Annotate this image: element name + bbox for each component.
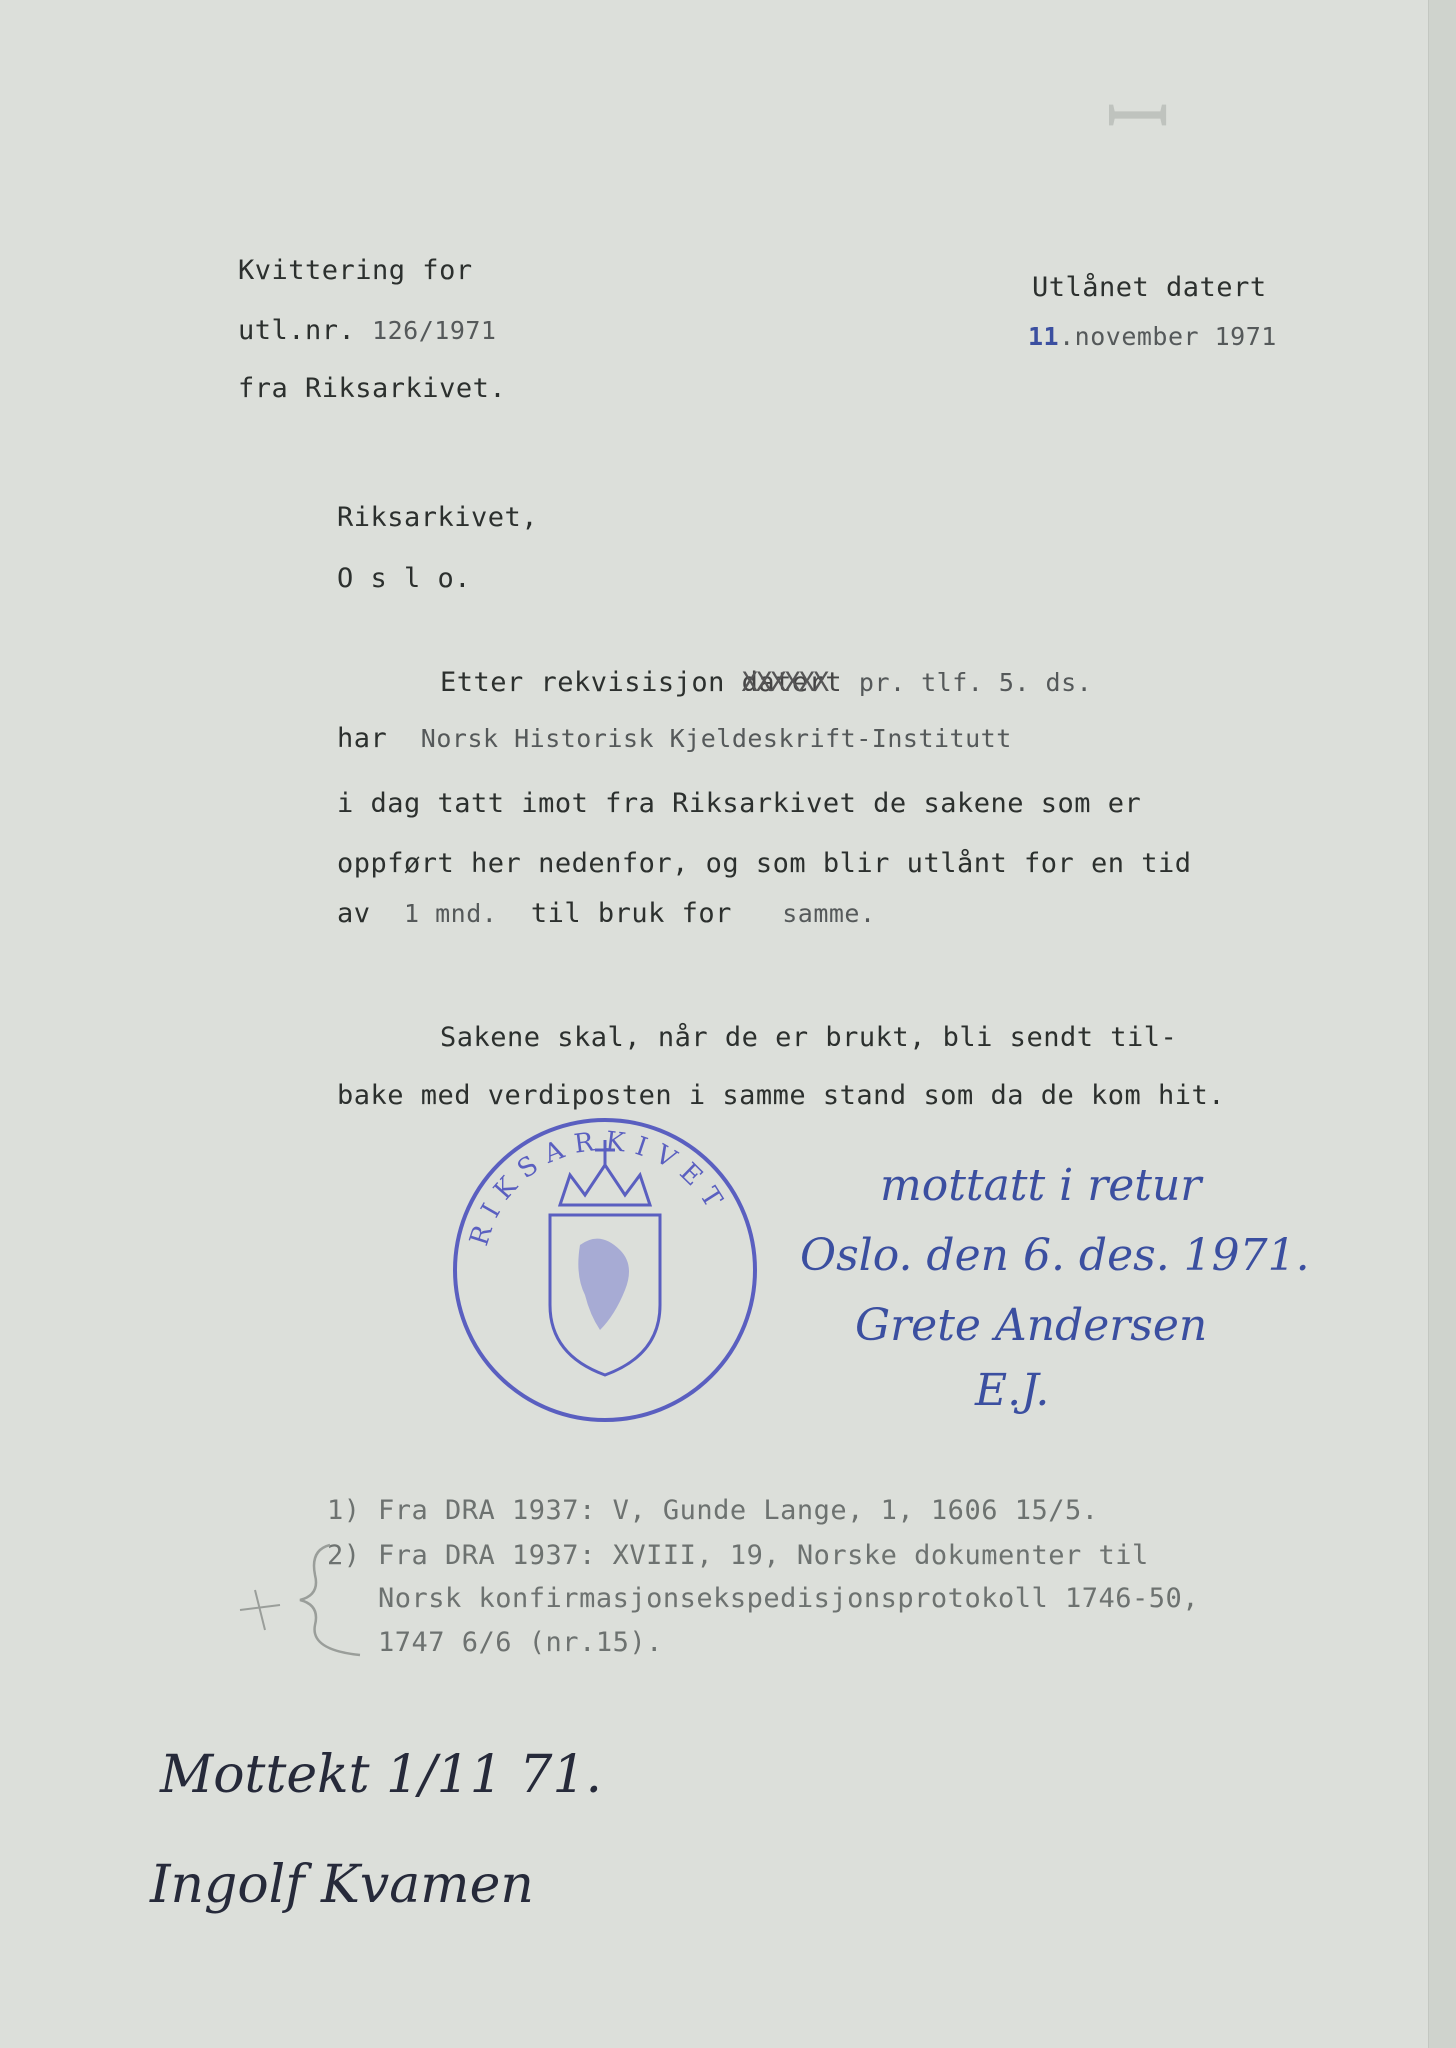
body-p2-line-1: Sakene skal, når de er brukt, bli sendt til- xyxy=(440,1022,1178,1053)
received-note: Mottekt 1/11 71. xyxy=(160,1745,603,1805)
page-edge xyxy=(1428,0,1456,2048)
loan-number: 126/1971 xyxy=(372,316,497,345)
seal-text: RIKSARKIVET xyxy=(464,1126,734,1250)
return-note-initials: E.J. xyxy=(975,1365,1050,1416)
return-note-signature: Grete Andersen xyxy=(855,1300,1208,1351)
item-2-line-1: Fra DRA 1937: XVIII, 19, Norske dokumenter til xyxy=(378,1540,1149,1571)
loan-date-rest: .november 1971 xyxy=(1059,322,1277,351)
return-note-line-1: mottatt i retur xyxy=(880,1160,1202,1211)
recipient-name: Riksarkivet, xyxy=(337,502,539,533)
header-from: fra Riksarkivet. xyxy=(238,373,507,404)
loan-date xyxy=(1028,322,1277,351)
riksarkivet-seal xyxy=(450,1115,760,1425)
item-2-num: 2) xyxy=(327,1540,361,1571)
body-line-4: oppført her nedenfor, og som blir utlånt for en tid xyxy=(337,848,1192,879)
institution-name: Norsk Historisk Kjeldeskrift-Institutt xyxy=(420,724,1012,753)
body-line-3: i dag tatt imot fra Riksarkivet de sakene som er xyxy=(337,788,1142,819)
receiver-signature: Ingolf Kvamen xyxy=(150,1855,534,1915)
body-line-5-mid: til bruk for xyxy=(530,898,732,929)
loan-duration: 1 mnd. xyxy=(404,899,498,928)
crown-icon xyxy=(560,1165,650,1205)
item-2-line-2: Norsk konfirmasjonsekspedisjonsprotokoll 1746-50, xyxy=(378,1583,1200,1614)
body-line-2-prefix: har xyxy=(337,723,388,754)
header-title: Kvittering for xyxy=(238,255,473,286)
item-2-line-3: 1747 6/6 (nr.15). xyxy=(378,1627,663,1658)
loan-date-label: Utlånet datert xyxy=(1032,272,1267,303)
return-note-line-2: Oslo. den 6. des. 1971. xyxy=(800,1230,1310,1281)
body-line-5 xyxy=(337,898,876,929)
loan-number-line xyxy=(238,315,496,346)
pencil-bracket-mark xyxy=(230,1530,370,1660)
body-line-5-prefix: av xyxy=(337,898,371,929)
item-1-num: 1) xyxy=(327,1495,361,1526)
bleed-through-mark: ꟷ xyxy=(1105,71,1171,164)
loan-day: 11 xyxy=(1028,322,1060,351)
recipient-city: O s l o. xyxy=(337,563,472,594)
loan-number-label: utl.nr. xyxy=(238,315,356,346)
body-line-2 xyxy=(337,723,1012,754)
for-whom: samme. xyxy=(782,899,876,928)
item-1-line-1: Fra DRA 1937: V, Gunde Lange, 1, 1606 15/5. xyxy=(378,1495,1099,1526)
body-p2-line-2: bake med verdiposten i samme stand som da de kom hit. xyxy=(337,1080,1226,1111)
body-line-1a: Etter rekvisisjon xyxy=(440,667,725,698)
body-line-1b: pr. tlf. 5. ds. xyxy=(858,668,1093,697)
body-line-1 xyxy=(440,667,1092,698)
struck-word: datert XXXXXX xyxy=(742,667,843,698)
lion-icon xyxy=(578,1239,629,1330)
